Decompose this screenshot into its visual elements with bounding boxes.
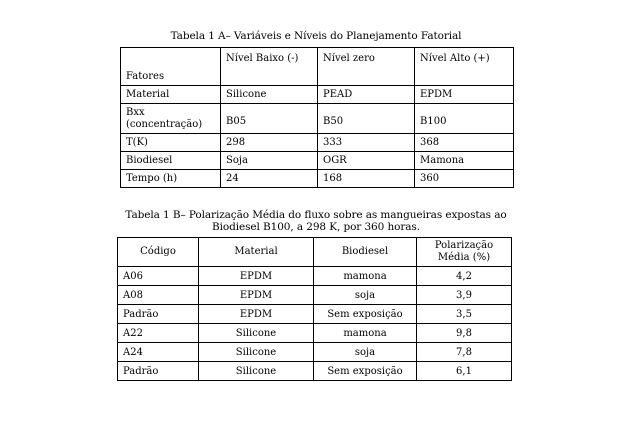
- table-cell: 360: [415, 170, 514, 188]
- header-cell: Nível Baixo (-): [221, 48, 318, 86]
- table-cell: A24: [118, 343, 199, 362]
- table-cell: Padrão: [118, 305, 199, 324]
- table-cell: 7,8: [417, 343, 512, 362]
- table-cell: mamona: [314, 324, 417, 343]
- table-cell: Sem exposição: [314, 305, 417, 324]
- table-cell: Silicone: [199, 362, 314, 381]
- factors-table: [120, 47, 514, 188]
- table-cell: Bxx (concentração): [121, 104, 221, 134]
- table-cell: Soja: [221, 152, 318, 170]
- table-cell: PEAD: [318, 86, 415, 104]
- table-cell: 333: [318, 134, 415, 152]
- table-cell: B05: [221, 104, 318, 134]
- table-cell: 368: [415, 134, 514, 152]
- table-header-row: [121, 48, 514, 86]
- header-cell: Material: [199, 238, 314, 267]
- table-cell: 9,8: [417, 324, 512, 343]
- table-cell: 24: [221, 170, 318, 188]
- table-cell: EPDM: [415, 86, 514, 104]
- table-row: [118, 267, 512, 286]
- table-cell: Biodiesel: [121, 152, 221, 170]
- table-cell: Silicone: [199, 343, 314, 362]
- table-row: [121, 86, 514, 104]
- table-cell: EPDM: [199, 267, 314, 286]
- table2-caption-line2: Biodiesel B100, a 298 K, por 360 horas.: [212, 221, 420, 233]
- table-cell: soja: [314, 343, 417, 362]
- header-cell: Código: [118, 238, 199, 267]
- header-cell: Fatores: [121, 48, 221, 86]
- header-cell: Nível Alto (+): [415, 48, 514, 86]
- table-cell: EPDM: [199, 305, 314, 324]
- table-row: [121, 170, 514, 188]
- table-row: [121, 152, 514, 170]
- table-cell: 298: [221, 134, 318, 152]
- table-cell: 168: [318, 170, 415, 188]
- table-cell: T(K): [121, 134, 221, 152]
- table-cell: 6,1: [417, 362, 512, 381]
- table-row: [118, 343, 512, 362]
- table-row: [118, 286, 512, 305]
- header-cell: Biodiesel: [314, 238, 417, 267]
- polarization-table: [117, 237, 512, 381]
- table-header-row: [118, 238, 512, 267]
- table-cell: 3,9: [417, 286, 512, 305]
- table-cell: 3,5: [417, 305, 512, 324]
- table-cell: Mamona: [415, 152, 514, 170]
- table-cell: B50: [318, 104, 415, 134]
- header-cell: Nível zero: [318, 48, 415, 86]
- table-cell: mamona: [314, 267, 417, 286]
- table-cell: A08: [118, 286, 199, 305]
- table-cell: Tempo (h): [121, 170, 221, 188]
- table-cell: B100: [415, 104, 514, 134]
- table-row: [118, 324, 512, 343]
- table-row: [118, 362, 512, 381]
- table-cell: A22: [118, 324, 199, 343]
- table-cell: Silicone: [199, 324, 314, 343]
- table-cell: Sem exposição: [314, 362, 417, 381]
- table-cell: OGR: [318, 152, 415, 170]
- table-row: [121, 104, 514, 134]
- table-cell: A06: [118, 267, 199, 286]
- table-row: [121, 134, 514, 152]
- table-cell: Silicone: [221, 86, 318, 104]
- table-cell: soja: [314, 286, 417, 305]
- table2-caption-line1: Tabela 1 B– Polarização Média do fluxo sobre as mangueiras expostas ao: [125, 209, 507, 221]
- table-cell: Padrão: [118, 362, 199, 381]
- table-cell: 4,2: [417, 267, 512, 286]
- header-cell: Polarização Média (%): [417, 238, 512, 267]
- table1-caption: Tabela 1 A– Variáveis e Níveis do Planejamento Fatorial: [170, 30, 462, 42]
- table-row: [118, 305, 512, 324]
- table-cell: EPDM: [199, 286, 314, 305]
- table-cell: Material: [121, 86, 221, 104]
